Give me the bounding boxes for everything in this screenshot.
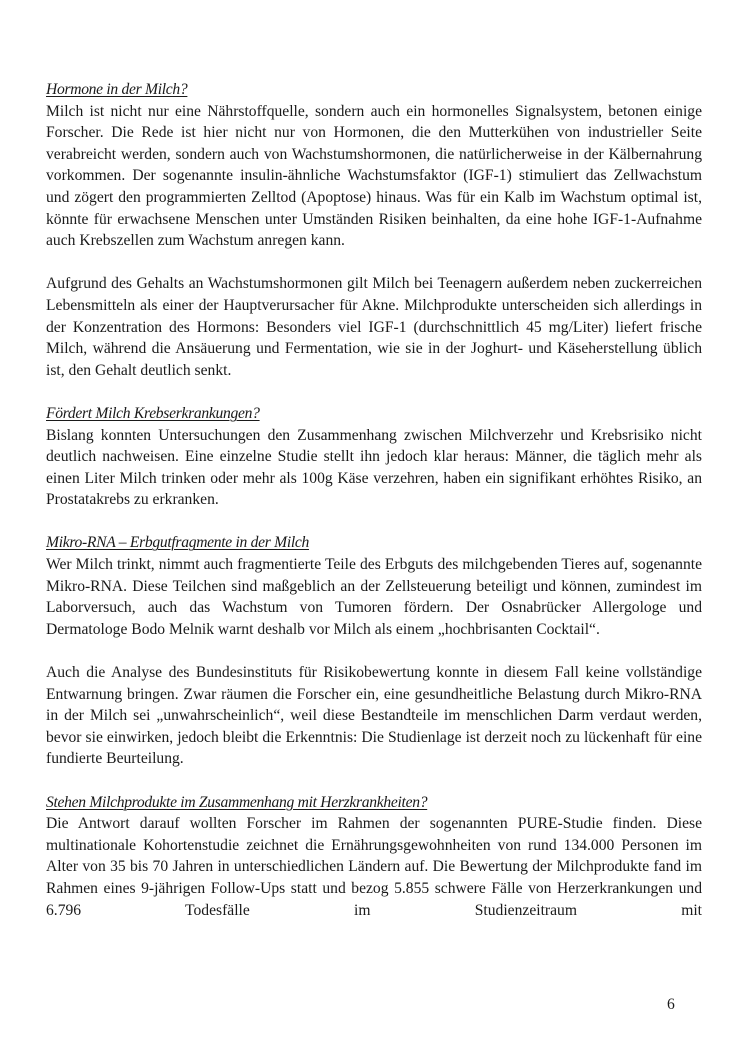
section-cancer bbox=[46, 403, 702, 511]
section-gap bbox=[46, 381, 702, 403]
section-heading: Hormone in der Milch? bbox=[46, 81, 188, 98]
section-heading: Fördert Milch Krebserkrankungen? bbox=[46, 404, 260, 422]
body-paragraph: Aufgrund des Gehalts an Wachstumshormonen gilt Milch bei Teenagern außerdem neben zuckerreichen Lebensmitteln als einer der Hauptverursacher für Akne. Milchprodukte unterscheiden sich allerdings in der Konzentration des Hormons: Besonders viel IGF-1 (durchschnittlich 45 mg/Liter) liefert frische Milch, während die Ansäuerung und Fermentation, wie sie in der Joghurt- und Käseherstellung üblich ist, den Gehalt deutlich senkt. bbox=[46, 275, 702, 379]
document-page bbox=[46, 79, 702, 921]
paragraph-gap bbox=[46, 252, 702, 274]
body-paragraph: Bislang konnten Untersuchungen den Zusammenhang zwischen Milchverzehr und Krebsrisiko nicht deutlich nachweisen. Eine einzelne Studie stellt ihn jedoch klar heraus: Männer, die täglich mehr als einen Liter Milch trinken oder mehr als 100g Käse verzehren, haben ein signifikant erhöhtes Risiko, an Prostatakrebs zu erkranken. bbox=[46, 426, 702, 509]
body-paragraph: Die Antwort darauf wollten Forscher im Rahmen der sogenannten PURE-Studie finden. Diese multinationale Kohortenstudie zeichnet die Ernährungsgewohnheiten von rund 134.000 Personen im Alter von 35 bis 70 Jahren in unterschiedlichen Ländern auf. Die Bewertung der Milchprodukte fand im Rahmen eines 9-jährigen Follow-Ups statt und bezog 5.855 schwere Fälle von Herzerkrankungen und 6.796 Todesfälle im Studienzeitraum mit bbox=[46, 815, 702, 919]
paragraph-gap bbox=[46, 640, 702, 662]
body-paragraph: Auch die Analyse des Bundesinstituts für Risikobewertung konnte in diesem Fall keine vollständige Entwarnung bringen. Zwar räumen die Forscher ein, eine gesundheitliche Belastung durch Mikro-RNA in der Milch sei „unwahrscheinlich“, weil diese Bestandteile im menschlichen Darm verdaut werden, bevor sie einwirken, jedoch bleibt die Erkenntnis: Die Studienlage ist derzeit noch zu lückenhaft für eine fundierte Beurteilung. bbox=[46, 664, 702, 768]
body-paragraph: Milch ist nicht nur eine Nährstoffquelle, sondern auch ein hormonelles Signalsystem, betonen einige Forscher. Die Rede ist hier nicht nur von Hormonen, die den Mutterkühen von industrieller Seite verabreicht werden, sondern auch von Wachstumshormonen, die natürlicherweise in der Kälbernahrung vorkommen. Der sogenannte insulin-ähnliche Wachstumsfaktor (IGF-1) stimuliert das Zellwachstum und zögert den programmierten Zelltod (Apoptose) hinaus. Was für ein Kalb im Wachstum optimal ist, könnte für erwachsene Menschen unter Umständen Risiken beinhalten, da eine hohe IGF-1-Aufnahme auch Krebszellen zum Wachstum anregen kann. bbox=[46, 102, 702, 250]
section-gap bbox=[46, 511, 702, 533]
section-hormones bbox=[46, 79, 702, 381]
section-heading: Mikro-RNA – Erbgutfragmente in der Milch bbox=[46, 534, 310, 552]
section-heading: Stehen Milchprodukte im Zusammenhang mit Herzkrankheiten? bbox=[46, 793, 428, 811]
section-gap bbox=[46, 770, 702, 792]
section-micro-rna bbox=[46, 532, 702, 770]
page-number: 6 bbox=[667, 996, 675, 1013]
body-paragraph: Wer Milch trinkt, nimmt auch fragmentierte Teile des Erbguts des milchgebenden Tieres auf, sogenannte Mikro-RNA. Diese Teilchen sind maßgeblich an der Zellsteuerung beteiligt und können, zumindest im Laborversuch, auch das Wachstum von Tumoren fördern. Der Osnabrücker Allergologe und Dermatologe Bodo Melnik warnt deshalb vor Milch als einem „hochbrisanten Cocktail“. bbox=[46, 556, 702, 638]
section-heart-disease bbox=[46, 792, 702, 922]
